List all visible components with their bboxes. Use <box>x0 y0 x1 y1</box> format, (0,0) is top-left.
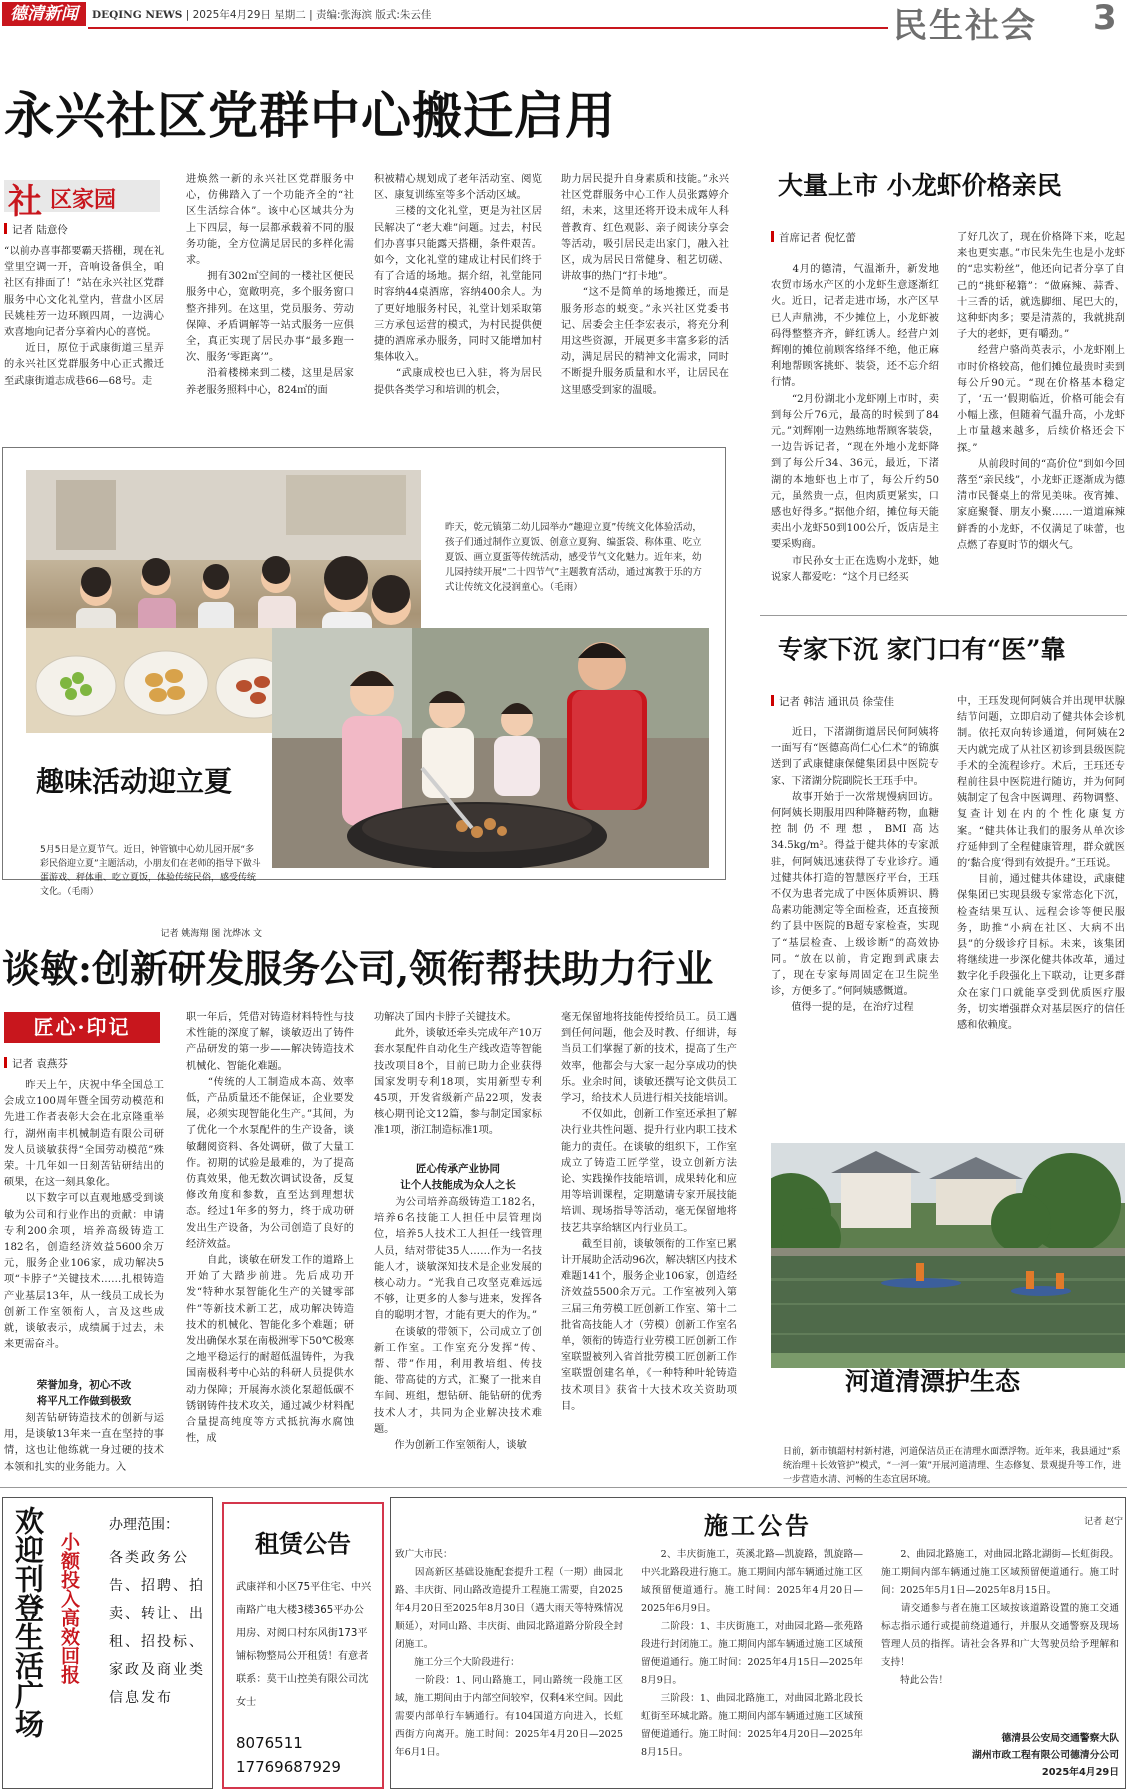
designer-credit: 版式:朱云佳 <box>375 9 432 21</box>
story4-col1b: 刻苦钻研铸造技术的创新与运用，是谈敏13年来一直在坚持的事情，这也让他练就一身过硬的技术本领和扎实的业务能力。入 <box>4 1413 164 1473</box>
construction-notice <box>390 1497 1126 1789</box>
river-photo-art <box>771 1143 1125 1368</box>
story3-byline: 记者 韩洁 通讯员 徐莹佳 <box>771 694 894 709</box>
ad-vertical-slogan: 欢迎刊登生活广场 <box>11 1506 45 1738</box>
caption-2-credit: 记者 姚海翔 图 沈烨冰 文 <box>160 929 262 939</box>
masthead-info: DEQING NEWS | 2025年4月29日 星期二 | 责编:张海滨 版式:朱云佳 <box>92 9 432 21</box>
story4-subhead2: 匠心传承产业协同 让个人技能成为众人之长 <box>400 1163 516 1191</box>
ad-scope-label: 办理范围： <box>109 1517 179 1533</box>
ad-vertical-sub: 小额投入高效回报 <box>58 1532 80 1684</box>
column-tag-big: 社 <box>8 182 42 222</box>
story4-col4: 毫无保留地将技能传授给员工。员工遇到任何问题，他会及时教、仔细讲，每当员工们掌握了新的技术，提高了生产效率，他都会与大家一起分享成功的快乐。业余时间，谈敏还撰写论文供员工学习，给技术人员进行相关技能培训。 不仅如此，创新工作室还承担了解决行业共性问题、提升行业内职工技术能力的责任。在谈敏的组织下，工作室成立了铸造工匠学堂，设立创新方法论、实践操作技能培训，成果转化和应用等培训课程，定期邀请专家开展技能培训、现场指导等活动，毫无保留地将技艺共享给辖区内行业员工。 截至目前，谈敏领衔的工作室已累计开展助企活动96次，解决辖区内技术难题141个，服务企业106家，创造经济效益5500余万元。工作室被列入第三届三角劳模工匠创新工作室、第十二批省高技能人才（劳模）创新工作室名单，领衔的铸造行业劳模工匠创新工作室联盟被列入省首批劳模工匠创新工作室联盟创建名单，《一种特种叶轮铸造技术项目》获省十大技术攻关资助项目。 <box>561 1012 737 1412</box>
ad-rental-notice <box>222 1502 384 1789</box>
river-caption-credit: 记者 赵宁 <box>1084 1517 1123 1527</box>
food-table-photo-art <box>26 628 288 733</box>
story1-headline: 永兴社区党群中心搬迁启用 <box>4 86 616 145</box>
page-number: 3 <box>1093 0 1117 38</box>
notice-signature <box>881 1730 1119 1781</box>
column-tag-craftsman: 匠心·印记 <box>4 1012 160 1043</box>
masthead <box>0 0 1127 46</box>
story1-col4: 助力居民提升自身素质和技能。”永兴社区党群服务中心工作人员张露婷介绍，未来，这里还将开设未成年人科普教育、红色观影、亲子阅读分享会等活动，吸引居民走出家门，融入社区，成为居民日常健身、租艺切磋、讲故事的热门“打卡地”。 “这不是简单的场地搬迁，而是服务形态的蜕变。”永兴社区党委书记、居委会主任李宏表示，将充分利用这些资源，开展更多丰富多彩的活动，满足居民的精神文化需求，同时不断提升服务质量和水平，让居民在这里感受到家的温暖。 <box>561 174 729 396</box>
column-tag-community <box>4 180 160 222</box>
story4-subhead1: 荣誉加身，初心不改 将平凡工作做到极致 <box>36 1379 132 1407</box>
notice-sign-date: 2025年4月29日 <box>1041 1767 1119 1778</box>
rental-title: 租赁公告 <box>255 1529 351 1558</box>
notice-col1: 致广大市民： 因高新区基础设施配套提升工程（一期）曲园北路、丰庆街、同山路改造提升工程施工需要，自2025年4月20日至2025年8月30日（遇大雨天等特殊情况顺延），对同山路、丰庆街、曲园北路道路分阶段全封闭施工。 施工分三个大阶段进行： 一阶段：1、同山路施工，同山路统一段施工区域，施工期间由于内部空间较窄，仅剩4米空间。因此需要内部单行车辆通行。有104国道方向进入，长虹西街方向离开。施工时间：2025年4月20日—2025年6月1日。 <box>395 1549 623 1758</box>
notice-title: 施工公告 <box>704 1511 812 1540</box>
cooking-photo-art <box>272 628 709 868</box>
story2-headline: 大量上市 小龙虾价格亲民 <box>778 171 1062 200</box>
story1-byline: 记者 陆意伶 <box>4 222 68 237</box>
photo-caption-2 <box>40 815 262 955</box>
section-title: 民生社会 <box>893 6 1037 46</box>
notice-col3: 2、曲园北路施工，对曲园北路北湖街—长虹街段。施工期间内部车辆通过施工区域预留便道通行。施工时间：2025年5月1日—2025年8月15日。 请交通参与者在施工区域按该道路设置的施工交通标志指示通行或提前绕道通行，并服从交通警察及现场管理人员的指挥。请社会各界和广大驾驶员给予理解和支持！ 特此公告！ <box>881 1549 1119 1686</box>
column-tag-rest: 区家园 <box>50 187 117 213</box>
food-table-photo <box>26 628 288 733</box>
rental-phone-2: 17769687929 <box>236 1758 341 1776</box>
ad-scope: 各类政务公告、招聘、拍卖、转让、出租、招投标、家政及商业类信息发布 <box>109 1550 205 1706</box>
story3-headline: 专家下沉 家门口有“医”靠 <box>778 635 1066 664</box>
story4-headline: 谈敏:创新研发服务公司,领衔帮扶助力行业 <box>2 946 714 991</box>
caption-2-text: 5月5日是立夏节气。近日，钟管镇中心幼儿园开展“多彩民俗迎立夏”主题活动，小朋友们在老师的指导下做斗蛋游戏、秤体重、吃立夏饭，体验传统民俗，感受传统文化。（毛雨） <box>40 845 261 897</box>
editor-credit: 责编:张海滨 <box>315 9 372 21</box>
river-caption-text: 日前，新市镇韶村村新村港，河道保洁员正在清理水面漂浮物。近年来，我县通过“系统治理＋长效管护”模式，“一河一策”开展河道清理、生态修复、景观提升等工作，进一步营造水清、河畅的生态宜居环境。 <box>783 1447 1121 1485</box>
story1-col2: 进焕然一新的永兴社区党群服务中心，仿佛踏入了一个功能齐全的“社区生活综合体”。该中心区域共分为上下四层，每一层都承载着不同的服务功能，全方位满足居民的多样化需求。 拥有302㎡空间的一楼社区便民服务中心，宽敞明亮，多个服务窗口整齐排列。在这里，党员服务、劳动保障、矛盾调解等一站式服务一应俱全，真正实现了居民办事“最多跑一次、服务‘零距离’”。 沿着楼梯来到二楼，这里是居家养老服务照料中心，824㎡的面 <box>186 174 354 396</box>
story2-col2: 了好几次了，现在价格降下来，吃起来也更实惠。”市民朱先生也是小龙虾的“忠实粉丝”，他还向记者分享了自己的“挑虾秘籍”：“做麻辣、蒜香、十三香的话，就选脚细、尾巴大的，这种虾肉多；要是清蒸的，我就挑刮子大的老虾，更有嚼劲。” 经营户骆尚英表示，小龙虾刚上市时价格较高，他们摊位最贵时卖到每公斤90元。“现在价格基本稳定了，‘五一’假期临近，价格可能会有小幅上涨，但随着气温升高，小龙虾上市量越来越多，后续价格还会下探。” 从前段时间的“高价位”到如今回落至“亲民线”，小龙虾正逐渐成为德清市民餐桌上的常见美味。夜宵摊、家庭聚餐、朋友小聚……一道道麻辣鲜香的小龙虾，不仅满足了味蕾，也点燃了春夏时节的烟火气。 <box>957 232 1125 551</box>
paper-name: DEQING NEWS <box>92 9 183 21</box>
masthead-rule <box>88 27 888 29</box>
notice-sign-company: 湖州市政工程有限公司德清分公司 <box>972 1750 1119 1761</box>
river-photo-title: 河道清漂护生态 <box>845 1367 1021 1396</box>
river-photo <box>771 1143 1125 1368</box>
story2-byline: 首席记者 倪忆蕾 <box>771 230 856 245</box>
notice-col2: 2、丰庆街施工，英溪北路—凯旋路，凯旋路—中兴北路段进行施工。施工期间内部车辆通过施工区域预留便道通行。施工时间：2025年4月20日—2025年6月9日。 二阶段：1、丰庆街施工，对曲园北路—张苑路段进行封闭施工。施工期间内部车辆通过施工区域预留便道通行。施工时间：2025年4月15日—2025年8月9日。 三阶段：1、曲园北路施工，对曲园北路北段长虹街至环城北路。施工期间内部车辆通过施工区域预留便道通行。施工时间：2025年4月20日—2025年8月15日。 <box>641 1549 863 1758</box>
caption-1-text: 昨天，乾元镇第二幼儿园举办“趣迎立夏”传统文化体验活动，孩子们通过制作立夏饭、创意立夏狗、编蛋袋、称体重、吃立夏饭、画立夏蛋等传统活动，感受节气文化魅力。近年来，幼儿园持续开展“二十四节气”主题教育活动，通过寓教于乐的方式让传统文化浸润童心。（毛雨） <box>445 522 702 593</box>
rule-right-1 <box>760 615 1127 616</box>
masthead-logo: 德清新闻 <box>2 2 86 26</box>
rule-bottom <box>0 1487 1127 1488</box>
story4-col2: 职一年后，凭借对铸造材料特性与技术性能的深度了解，谈敏迈出了铸件产品研发的第一步——解决铸造技术机械化、智能化难题。 “传统的人工制造成本高、效率低，产品质量还不能保证，企业要发展，必须实现智能化生产。”其间，为了优化一个水泵配件的生产设备，谈敏翻阅资料、各处调研，做了大量工作。初期的试验是最难的，为了提高仿真效果，他无数次调试设备，反复修改角度和参数，直至达到理想状态。经过1年多的努力，终于成功研发出生产设备，为公司创造了良好的经济效益。 自此，谈敏在研发工作的道路上开始了大踏步前进。先后成功开发“特种水泵智能化生产的关键零部件”等新技术新工艺，成功解决铸造技术的机械化、智能化多个难题；研发出确保水泵在南极洲零下50℃极寒之地平稳运行的耐超低温铸件，为我国南极科考中心站的科研人员提供水动力保障；开展海水淡化泵超低碳不锈钢铸件技术攻关，通过减少材料配合量提高纯度等方式抵抗海水腐蚀性，成 <box>186 1012 354 1445</box>
ad-life-square <box>2 1497 213 1789</box>
cooking-photo <box>272 628 709 868</box>
photo-feature-title: 趣味活动迎立夏 <box>36 765 233 798</box>
story3-col1: 近日，下渚湖街道居民何阿姨将一面写有“医德高尚仁心仁术”的锦旗送到了武康健康保健集团县中医院专家、下渚湖分院副院长王珏手中。 故事开始于一次常规慢病回访。何阿姨长期服用四种降糖药物，血糖控制仍不理想，BMI高达34.5kg/m²。得益于健共体的专家派驻，何阿姨迅速获得了专业诊疗。通过健共体打造的智慧医疗平台，王珏不仅为患者完成了中医体质辨识、腾岛素功能测定等全面检查，还直接预约了县中医院的B超专家检查，实现了“基层检查、上级诊断”的高效协同。“放在以前，肯定跑到武康去了，现在专家每周固定在卫生院坐诊，方便多了。”何阿姨感慨道。 值得一提的是，在治疗过程 <box>771 727 939 1014</box>
story4-col3: 功解决了国内卡脖子关键技术。 此外，谈敏还牵头完成年产10万套水泵配件自动化生产线改造等智能技改项目8个，目前已助力企业获得国家发明专利18项，实用新型专利45项，开发省级新产品22项，发表核心期刊论文12篇，参与制定国家标准1项，浙江制造标准1项。 <box>374 1012 542 1137</box>
story1-col3: 积被精心规划成了老年活动室、阅览区、康复训练室等多个活动区域。 三楼的文化礼堂，更是为社区居民解决了“老大难”问题。过去，村民们办喜事只能露天搭棚，条件艰苦。如今，文化礼堂的建成让村民们终于有了合适的场地。据介绍，礼堂能同时容纳44桌酒席，容纳400余人。为了更好地服务村民，礼堂计划采取第三方承包运营的模式，为村民提供便捷的酒席承办服务，同时又能增加村集体收入。 “武康成校也已入驻，将为居民提供各类学习和培训的机会， <box>374 174 542 396</box>
story4-col1: 昨天上午，庆祝中华全国总工会成立100周年暨全国劳动模范和先进工作者表彰大会在北京隆重举行，湖州南丰机械制造有限公司研发人员谈敏获得“全国劳动模范”殊荣。十几年如一日刻苦钻研结出的硕果，在这一刻具象化。 以下数字可以直观地感受到谈敏为公司和行业作出的贡献：申请专利200余项，培养高级铸造工182名，创造经济效益5600余万元，服务企业106家，成功解决5项“卡脖子”关键技术……扎根铸造产业基层13年，从一线员工成长为创新工作室领衔人，言及这些成就，谈敏表示，成绩属于过去，未来更需奋斗。 <box>4 1080 164 1351</box>
notice-sign-police: 德清县公安局交通警察大队 <box>1001 1733 1119 1744</box>
story2-col1: 4月的德清，气温渐升，新发地农贸市场水产区的小龙虾生意逐渐红火。近日，记者走进市场，水产区早已人声鼎沸，不少摊位上，小龙虾被码得整整齐齐，鲜红诱人。经营户刘辉刚的摊位前顾客络绎不绝，他正麻利地帮顾客挑虾、装袋，还不忘介绍行情。 “2月份湖北小龙虾刚上市时，卖到每公斤76元，最高的时候到了84元。”刘辉刚一边熟练地帮顾客装袋，一边告诉记者，“现在外地小龙虾降到了每公斤34、36元，最近，下渚湖的本地虾也上市了，每公斤约50元，虽然贵一点，但肉质更紧实，口感也好得多。”据他介绍，摊位每天能卖出小龙虾50到100公斤，饭店是主要采购商。 市民孙女士正在选购小龙虾，她说家人都爱吃：“这个月已经买 <box>771 264 939 583</box>
rental-phone-1: 8076511 <box>236 1734 303 1752</box>
story3-col2: 中，王珏发现何阿姨合并出现甲状腺结节问题，立即启动了健共体会诊机制。依托双向转诊通道，何阿姨在2天内就完成了从社区初诊到县级医院手术的全流程诊疗。术后，王珏还专程前往县中医院进行随访，并为何阿姨制定了包含中医调理、药物调整、复查计划在内的个性化康复方案。“健共体让我们的服务从单次诊疗延伸到了全程健康管理，群众就医的‘黏合度’得到有效提升。”王珏说。 目前，通过健共体建设，武康健保集团已实现县级专家常态化下沉，检查结果互认、远程会诊等便民服务，助推“小病在社区、大病不出县”的分级诊疗目标。未来，该集团将继续进一步深化健共体改革，通过数字化手段强化上下联动，让更多群众在家门口就能享受到优质医疗服务，切实增强群众对基层医疗的信任感和依赖度。 <box>957 696 1125 1032</box>
story4-col3b: 为公司培养高级铸造工182名，培养6名技能工人担任中层管理岗位，培养5人技术工人担任一线管理人员，结对带徒35人……作为一名技能人才，谈敏深知技术是企业发展的核心动力。“光我自己攻坚克难远远不够，让更多的人参与进来，发挥各自的聪明才智，才能有更大的作为。” 在谈敏的带领下，公司成立了创新工作室。工作室充分发挥“传、帮、带”作用，利用教培组、传技能、带高徒的方式，汇聚了一批来自车间、班组，想钻研、能钻研的优秀技术人才，共同为企业解决技术难题。 作为创新工作室领衔人，谈敏 <box>374 1197 542 1452</box>
rental-body: 武康祥和小区75平住宅、中兴南路广电大楼3楼365平办公用房、对阅口村东风街173平铺标物整局公开租赁！有意者联系：莫干山控美有限公司沈女士 <box>236 1582 372 1708</box>
story1-col1: “以前办喜事都要霸天搭棚，现在礼堂里空调一开，音响设备俱全，咱社区有排面了！”站在永兴社区党群服务中心文化礼堂内，营盘小区居民姚桂芳一边环顾四周，一边满心欢喜地向记者分享着内心的喜悦。 近日，原位于武康街道三星弄的永兴社区党群服务中心正式搬迁至武康街道志成巷66—68号。走 <box>4 246 164 387</box>
issue-date: 2025年4月29日 <box>192 9 271 21</box>
story4-byline: 记者 袁燕芬 <box>4 1056 68 1071</box>
issue-weekday: 星期二 <box>274 9 306 21</box>
